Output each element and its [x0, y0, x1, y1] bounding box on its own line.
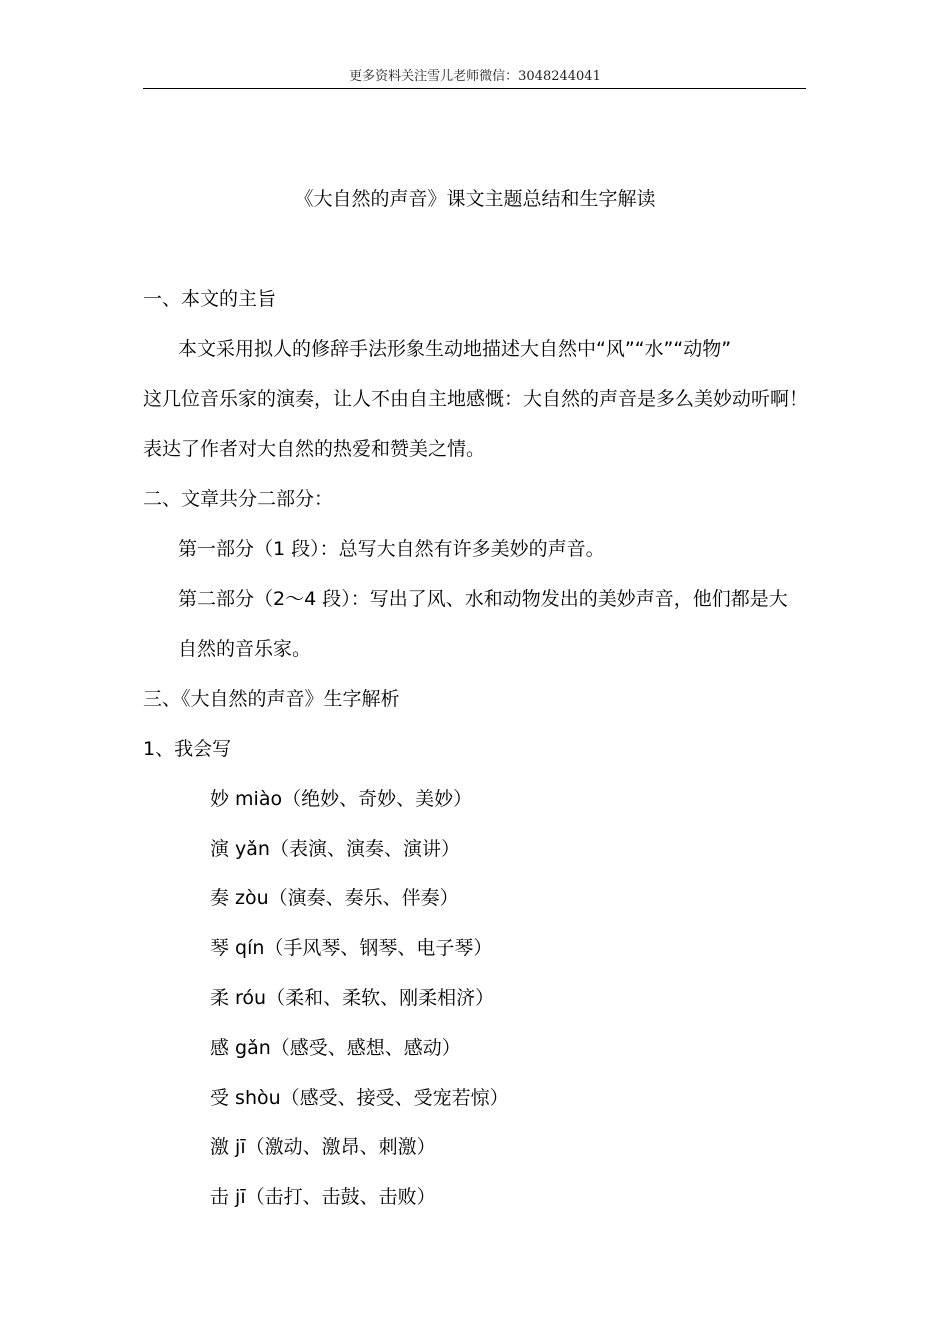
- character-entry: 柔 róu（柔和、柔软、刚柔相济）: [210, 987, 495, 1009]
- character-entry: 演 yǎn（表演、演奏、演讲）: [210, 838, 460, 860]
- character-entry: 击 jī（击打、击鼓、击败）: [210, 1186, 436, 1208]
- page-header: 更多资料关注雪儿老师微信：3048244041: [349, 69, 601, 84]
- subheading-writing: 1、我会写: [143, 738, 232, 760]
- main-idea-paragraph-line-2: 这几位音乐家的演奏，让人不由自主地感慨：大自然的声音是多么美妙动听啊！: [143, 388, 809, 410]
- main-idea-paragraph-line-1: 本文采用拟人的修辞手法形象生动地描述大自然中“风”“水”“动物”: [178, 338, 732, 360]
- character-entry: 激 jī（激动、激昂、刺激）: [210, 1136, 436, 1158]
- section-heading-main-idea: 一、本文的主旨: [143, 288, 277, 310]
- character-entry: 感 gǎn（感受、感想、感动）: [210, 1037, 461, 1059]
- character-entry: 琴 qín（手风琴、钢琴、电子琴）: [210, 937, 493, 959]
- character-entry: 奏 zòu（演奏、奏乐、伴奏）: [210, 887, 459, 909]
- structure-part-1: 第一部分（1 段）：总写大自然有许多美妙的声音。: [178, 538, 605, 560]
- structure-part-2-line-1: 第二部分（2～4 段）：写出了风、水和动物发出的美妙声音，他们都是大: [178, 588, 788, 610]
- document-title: 《大自然的声音》课文主题总结和生字解读: [294, 188, 656, 210]
- structure-part-2-line-2: 自然的音乐家。: [178, 638, 312, 660]
- character-entry: 妙 miào（绝妙、奇妙、美妙）: [210, 788, 473, 810]
- section-heading-structure: 二、文章共分二部分：: [143, 488, 334, 510]
- header-divider: [143, 88, 806, 89]
- section-heading-characters: 三、《大自然的声音》生字解析: [143, 688, 400, 710]
- character-entry: 受 shòu（感受、接受、受宠若惊）: [210, 1087, 509, 1109]
- main-idea-paragraph-line-3: 表达了作者对大自然的热爱和赞美之情。: [143, 438, 486, 460]
